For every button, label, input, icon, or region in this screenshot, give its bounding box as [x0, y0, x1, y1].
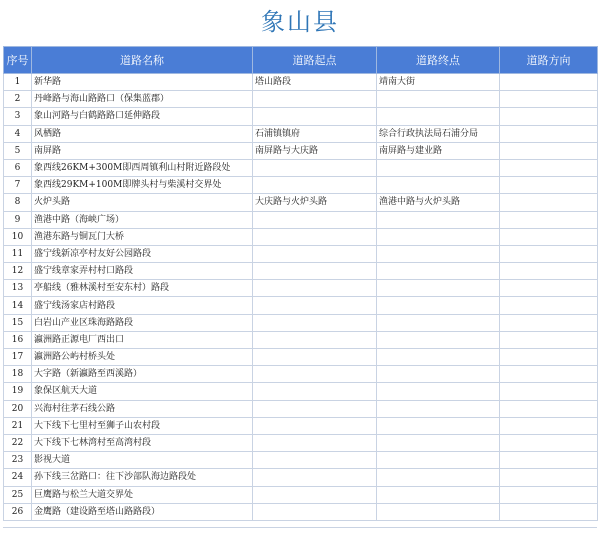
road-direction-cell[interactable]	[500, 331, 598, 348]
table-row	[4, 349, 598, 366]
road-start-cell[interactable]	[253, 228, 377, 245]
table-row	[4, 417, 598, 434]
row-index-cell[interactable]: 8	[4, 194, 32, 211]
road-name-cell[interactable]: 盛宁线章家弄村村口路段	[32, 263, 253, 280]
row-index-cell[interactable]: 24	[4, 469, 32, 486]
road-end-cell[interactable]	[377, 108, 500, 125]
road-end-cell[interactable]	[377, 91, 500, 108]
road-direction-cell[interactable]	[500, 211, 598, 228]
road-start-cell[interactable]	[253, 177, 377, 194]
column-header-start[interactable]: 道路起点	[253, 47, 377, 74]
road-direction-cell[interactable]	[500, 91, 598, 108]
road-direction-cell[interactable]	[500, 280, 598, 297]
road-direction-cell[interactable]	[500, 159, 598, 176]
table-row	[4, 263, 598, 280]
row-index-cell[interactable]: 25	[4, 486, 32, 503]
road-end-cell[interactable]	[377, 280, 500, 297]
road-name-cell[interactable]: 丹峰路与海山路路口（保集蓝郡）	[32, 91, 253, 108]
road-end-cell[interactable]	[377, 383, 500, 400]
road-end-cell[interactable]	[377, 263, 500, 280]
column-header-index[interactable]: 序号	[4, 47, 32, 74]
road-name-cell[interactable]: 孙下线三岔路口：往下沙部队海边路段处	[32, 469, 253, 486]
road-end-cell[interactable]	[377, 331, 500, 348]
road-start-cell[interactable]	[253, 91, 377, 108]
row-index-cell[interactable]: 10	[4, 228, 32, 245]
table-row	[4, 245, 598, 262]
column-header-direction[interactable]: 道路方向	[500, 47, 598, 74]
road-direction-cell[interactable]	[500, 383, 598, 400]
road-start-cell[interactable]	[253, 400, 377, 417]
road-start-cell[interactable]	[253, 159, 377, 176]
road-name-cell[interactable]: 象保区航天大道	[32, 383, 253, 400]
road-start-cell[interactable]	[253, 503, 377, 520]
road-name-cell[interactable]: 影视大道	[32, 452, 253, 469]
road-direction-cell[interactable]	[500, 452, 598, 469]
road-table	[3, 46, 598, 521]
road-name-cell[interactable]: 大下线下七里村至狮子山农村段	[32, 417, 253, 434]
table-row	[4, 194, 598, 211]
row-index-cell[interactable]: 4	[4, 125, 32, 142]
row-index-cell[interactable]: 2	[4, 91, 32, 108]
table-row	[4, 280, 598, 297]
road-name-cell[interactable]: 新华路	[32, 74, 253, 91]
road-name-cell[interactable]: 巨鹰路与松兰大道交界处	[32, 486, 253, 503]
road-direction-cell[interactable]	[500, 263, 598, 280]
table-row	[4, 91, 598, 108]
row-index-cell[interactable]: 26	[4, 503, 32, 520]
table-row	[4, 74, 598, 91]
road-direction-cell[interactable]	[500, 349, 598, 366]
column-header-road-name[interactable]: 道路名称	[32, 47, 253, 74]
road-name-cell[interactable]: 瀛洲路公屿村桥头处	[32, 349, 253, 366]
road-end-cell[interactable]	[377, 159, 500, 176]
road-start-cell[interactable]	[253, 314, 377, 331]
road-end-cell[interactable]	[377, 503, 500, 520]
road-direction-cell[interactable]	[500, 108, 598, 125]
road-direction-cell[interactable]	[500, 245, 598, 262]
table-row	[4, 314, 598, 331]
road-name-cell[interactable]: 渔港东路与铜瓦门大桥	[32, 228, 253, 245]
road-start-cell[interactable]	[253, 469, 377, 486]
row-index-cell[interactable]: 22	[4, 434, 32, 451]
row-index-cell[interactable]: 9	[4, 211, 32, 228]
road-end-cell[interactable]: 靖南大街	[377, 74, 500, 91]
table-row	[4, 383, 598, 400]
row-index-cell[interactable]: 13	[4, 280, 32, 297]
road-name-cell[interactable]: 大下线下七林湾村至高湾村段	[32, 434, 253, 451]
row-index-cell[interactable]: 19	[4, 383, 32, 400]
road-name-cell[interactable]: 渔港中路（海峡广场）	[32, 211, 253, 228]
row-index-cell[interactable]: 11	[4, 245, 32, 262]
road-direction-cell[interactable]	[500, 177, 598, 194]
road-name-cell[interactable]: 大字路（新瀛路至西溪路）	[32, 366, 253, 383]
row-index-cell[interactable]: 15	[4, 314, 32, 331]
table-row	[4, 108, 598, 125]
road-end-cell[interactable]: 渔港中路与火炉头路	[377, 194, 500, 211]
row-index-cell[interactable]: 1	[4, 74, 32, 91]
row-index-cell[interactable]: 16	[4, 331, 32, 348]
road-start-cell[interactable]	[253, 452, 377, 469]
road-name-cell[interactable]: 金鹰路（建设路至塔山路路段）	[32, 503, 253, 520]
road-start-cell[interactable]: 南屏路与大庆路	[253, 142, 377, 159]
road-start-cell[interactable]	[253, 434, 377, 451]
road-name-cell[interactable]: 南屏路	[32, 142, 253, 159]
row-index-cell[interactable]: 14	[4, 297, 32, 314]
road-end-cell[interactable]	[377, 349, 500, 366]
road-start-cell[interactable]	[253, 486, 377, 503]
road-direction-cell[interactable]	[500, 314, 598, 331]
road-end-cell[interactable]	[377, 434, 500, 451]
road-end-cell[interactable]	[377, 314, 500, 331]
road-name-cell[interactable]: 兴海村往茅石线公路	[32, 400, 253, 417]
road-name-cell[interactable]: 象西线29KM+100M即牌头村与柴溪村交界处	[32, 177, 253, 194]
road-direction-cell[interactable]	[500, 503, 598, 520]
row-index-cell[interactable]: 23	[4, 452, 32, 469]
road-start-cell[interactable]	[253, 417, 377, 434]
road-name-cell[interactable]: 瀛洲路正源电厂西出口	[32, 331, 253, 348]
table-row	[4, 486, 598, 503]
table-row	[4, 211, 598, 228]
page-title: 象山县	[261, 8, 339, 36]
row-index-cell[interactable]: 21	[4, 417, 32, 434]
row-index-cell[interactable]: 5	[4, 142, 32, 159]
road-direction-cell[interactable]	[500, 366, 598, 383]
table-row	[4, 159, 598, 176]
road-end-cell[interactable]: 南屏路与建业路	[377, 142, 500, 159]
road-direction-cell[interactable]	[500, 74, 598, 91]
column-header-end[interactable]: 道路终点	[377, 47, 500, 74]
road-direction-cell[interactable]	[500, 228, 598, 245]
road-end-cell[interactable]	[377, 297, 500, 314]
header-row	[4, 47, 598, 74]
row-index-cell[interactable]: 6	[4, 159, 32, 176]
road-start-cell[interactable]	[253, 263, 377, 280]
road-direction-cell[interactable]	[500, 194, 598, 211]
road-start-cell[interactable]: 石浦镇镇府	[253, 125, 377, 142]
road-start-cell[interactable]	[253, 280, 377, 297]
row-index-cell[interactable]: 3	[4, 108, 32, 125]
table-row	[4, 452, 598, 469]
road-direction-cell[interactable]	[500, 417, 598, 434]
table-row	[4, 366, 598, 383]
table-row	[4, 125, 598, 142]
road-end-cell[interactable]	[377, 486, 500, 503]
road-direction-cell[interactable]	[500, 469, 598, 486]
table-row	[4, 400, 598, 417]
road-end-cell[interactable]: 综合行政执法局石浦分局	[377, 125, 500, 142]
road-start-cell[interactable]	[253, 245, 377, 262]
row-index-cell[interactable]: 20	[4, 400, 32, 417]
table-row	[4, 297, 598, 314]
road-start-cell[interactable]	[253, 331, 377, 348]
road-start-cell[interactable]	[253, 297, 377, 314]
row-index-cell[interactable]: 7	[4, 177, 32, 194]
road-direction-cell[interactable]	[500, 297, 598, 314]
road-direction-cell[interactable]	[500, 400, 598, 417]
table-row	[4, 434, 598, 451]
road-name-cell[interactable]: 象山河路与白鹤路路口延伸路段	[32, 108, 253, 125]
road-start-cell[interactable]	[253, 211, 377, 228]
road-name-cell[interactable]: 亭船线（雅林溪村至安东村）路段	[32, 280, 253, 297]
road-start-cell[interactable]	[253, 108, 377, 125]
road-start-cell[interactable]	[253, 383, 377, 400]
road-end-cell[interactable]	[377, 469, 500, 486]
row-index-cell[interactable]: 18	[4, 366, 32, 383]
road-end-cell[interactable]	[377, 245, 500, 262]
table-row	[4, 503, 598, 520]
road-end-cell[interactable]	[377, 177, 500, 194]
road-direction-cell[interactable]	[500, 434, 598, 451]
road-end-cell[interactable]	[377, 366, 500, 383]
table-bottom-border	[3, 527, 597, 528]
table-row	[4, 177, 598, 194]
road-name-cell[interactable]: 风栖路	[32, 125, 253, 142]
road-end-cell[interactable]	[377, 452, 500, 469]
row-index-cell[interactable]: 12	[4, 263, 32, 280]
road-end-cell[interactable]	[377, 400, 500, 417]
road-end-cell[interactable]	[377, 211, 500, 228]
table-row	[4, 469, 598, 486]
table-body	[4, 74, 598, 521]
road-end-cell[interactable]	[377, 228, 500, 245]
road-name-cell[interactable]: 盛宁线新凉亭村友好公园路段	[32, 245, 253, 262]
road-name-cell[interactable]: 盛宁线汤家店村路段	[32, 297, 253, 314]
road-start-cell[interactable]: 大庆路与火炉头路	[253, 194, 377, 211]
road-name-cell[interactable]: 象西线26KM+300M即西周镇利山村附近路段处	[32, 159, 253, 176]
row-index-cell[interactable]: 17	[4, 349, 32, 366]
road-end-cell[interactable]	[377, 417, 500, 434]
road-name-cell[interactable]: 白岩山产业区珠海路路段	[32, 314, 253, 331]
road-direction-cell[interactable]	[500, 486, 598, 503]
road-direction-cell[interactable]	[500, 125, 598, 142]
road-start-cell[interactable]	[253, 366, 377, 383]
road-name-cell[interactable]: 火炉头路	[32, 194, 253, 211]
road-start-cell[interactable]	[253, 349, 377, 366]
table-row	[4, 228, 598, 245]
table-row	[4, 331, 598, 348]
road-direction-cell[interactable]	[500, 142, 598, 159]
road-start-cell[interactable]: 塔山路段	[253, 74, 377, 91]
table-row	[4, 142, 598, 159]
